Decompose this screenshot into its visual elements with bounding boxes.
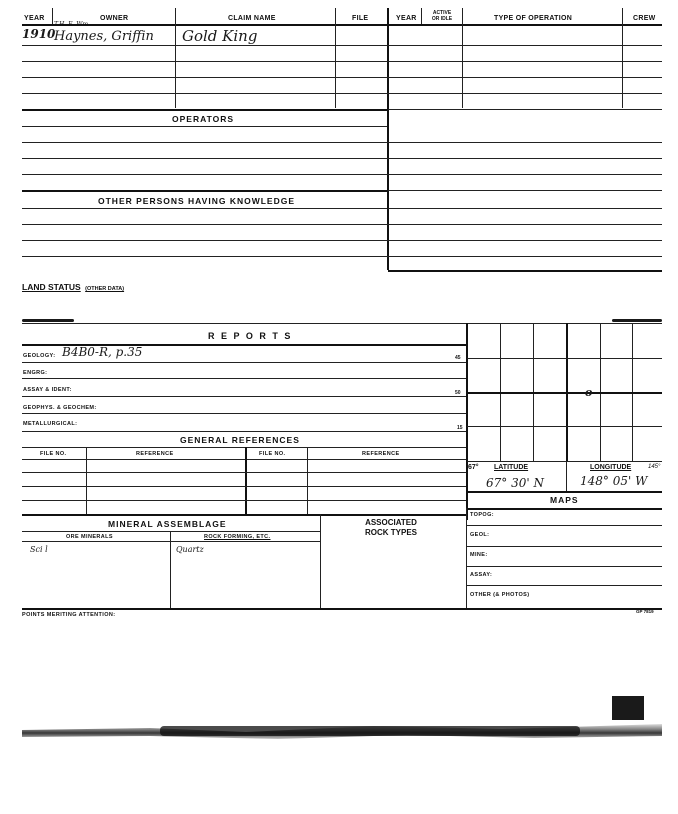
header-file: FILE — [352, 15, 369, 22]
land-status-label: LAND STATUS — [22, 282, 81, 292]
general-references-title: GENERAL REFERENCES — [180, 435, 300, 445]
map-mine: MINE: — [470, 552, 488, 558]
associated-rock-line1: ASSOCIATED — [365, 518, 417, 527]
header-or-idle: OR IDLE — [431, 16, 453, 22]
land-status-sub: (OTHER DATA) — [85, 286, 125, 292]
map-geol: GEOL: — [470, 532, 490, 538]
map-topog: TOPOG: — [470, 512, 494, 518]
header-year: YEAR — [24, 15, 45, 22]
header-active-idle — [424, 10, 460, 22]
header-active: ACTIVE — [432, 10, 452, 16]
report-metallurgical-num: 15 — [457, 425, 463, 431]
operators-title: OPERATORS — [172, 114, 235, 124]
ore-minerals-value: Sci l — [30, 545, 48, 554]
points-meriting-attention-label: POINTS MERITING ATTENTION: — [22, 612, 116, 618]
map-assay: ASSAY: — [470, 572, 493, 578]
latitude-label: LATITUDE — [494, 464, 529, 471]
map-other: OTHER (& PHOTOS) — [470, 592, 530, 598]
latitude-prefix: 67° — [468, 464, 479, 471]
associated-rock-line2: ROCK TYPES — [364, 528, 417, 537]
entry-year: 1910 — [22, 27, 56, 41]
form-number: GP 7819 — [636, 609, 654, 614]
ref-col-file-no-2: FILE NO. — [259, 451, 286, 457]
entry-owner-initials: T.H. E. Wm — [54, 21, 89, 28]
land-status — [22, 277, 124, 295]
longitude-value: 148° 05' W — [580, 474, 648, 488]
grid-location-mark: o — [585, 386, 593, 399]
rock-forming-label: ROCK FORMING, ETC. — [204, 534, 271, 540]
associated-rock-types — [336, 518, 446, 538]
report-metallurgical-label: METALLURGICAL: — [23, 421, 78, 427]
report-assay-num: 50 — [455, 390, 461, 396]
report-geophys-label: GEOPHYS. & GEOCHEM: — [23, 405, 97, 411]
rock-forming-value: Quartz — [176, 545, 204, 554]
report-geology-label: GEOLOGY: — [23, 353, 56, 359]
ref-col-reference-2: REFERENCE — [362, 451, 400, 457]
entry-claim-name: Gold King — [182, 27, 258, 45]
report-assay-label: ASSAY & IDENT: — [23, 387, 72, 393]
latitude-value: 67° 30' N — [486, 476, 544, 490]
report-engrg-label: ENGRG: — [23, 370, 48, 376]
ref-col-file-no-1: FILE NO. — [40, 451, 67, 457]
maps-title: MAPS — [550, 495, 579, 505]
ref-col-reference-1: REFERENCE — [136, 451, 174, 457]
header-crew: CREW — [633, 15, 656, 22]
entry-owner: Haynes, Griffin — [54, 29, 154, 44]
header-claim-name: CLAIM NAME — [228, 15, 276, 22]
ore-minerals-label: ORE MINERALS — [66, 534, 113, 540]
header-year-2: YEAR — [396, 15, 417, 22]
reports-title: R E P O R T S — [208, 331, 293, 341]
report-geology-value: B4B0-R, p.35 — [62, 345, 143, 359]
header-type-of-operation: TYPE OF OPERATION — [494, 15, 573, 22]
other-persons-title: OTHER PERSONS HAVING KNOWLEDGE — [98, 196, 296, 206]
longitude-prefix: 145° — [648, 464, 661, 470]
report-geology-num: 45 — [455, 355, 461, 361]
longitude-label: LONGITUDE — [590, 464, 632, 471]
header-owner: OWNER — [100, 15, 129, 22]
mineral-assemblage-title: MINERAL ASSEMBLAGE — [108, 519, 227, 529]
